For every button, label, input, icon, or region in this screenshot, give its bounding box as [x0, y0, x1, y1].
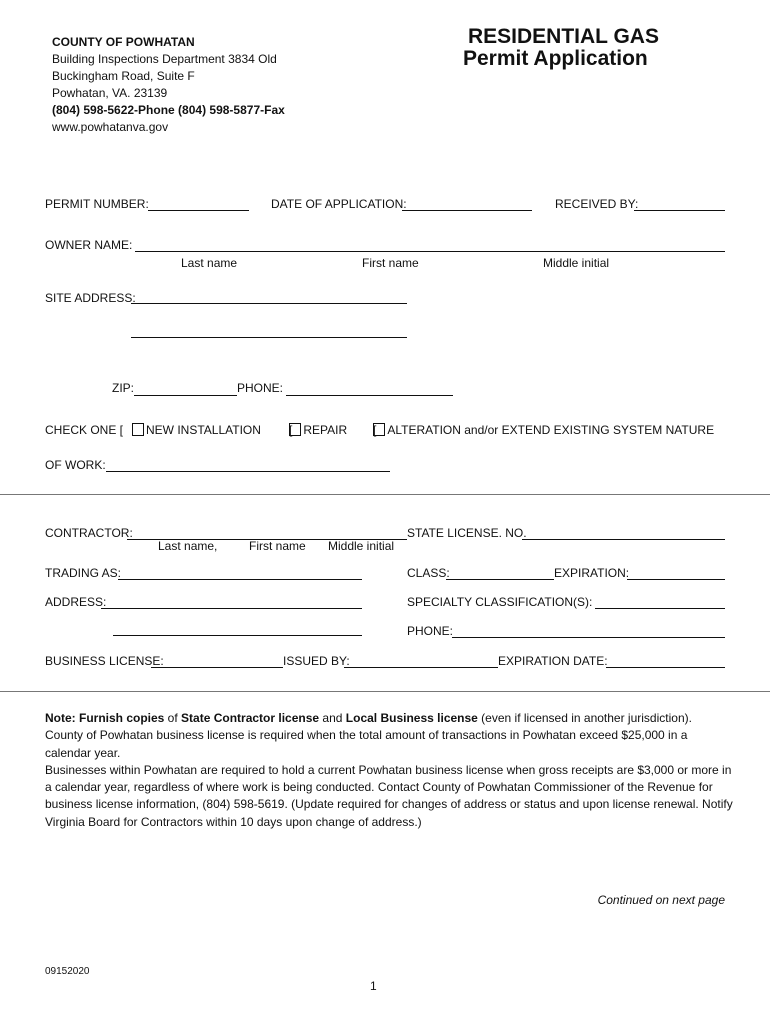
trading-as-label: TRADING AS:	[45, 566, 122, 580]
permit-number-field[interactable]	[148, 210, 249, 211]
contractor-last-name-caption: Last name,	[158, 539, 218, 553]
section-divider-1	[0, 494, 770, 495]
site-address-label: SITE ADDRESS:	[45, 291, 136, 305]
contractor-phone-label: PHONE:	[407, 624, 454, 638]
contractor-label: CONTRACTOR:	[45, 526, 133, 540]
business-license-label: BUSINESS LICENSE:	[45, 654, 164, 668]
expiration-date-field[interactable]	[606, 667, 725, 668]
new-installation-checkbox[interactable]	[132, 423, 144, 436]
county-address-block	[52, 34, 285, 136]
continued-note: Continued on next page	[597, 893, 725, 907]
alteration-label: ALTERATION and/or EXTEND EXISTING SYSTEM NATURE	[387, 423, 715, 437]
owner-middle-initial-caption: Middle initial	[543, 256, 610, 270]
contractor-address-field-2[interactable]	[113, 635, 362, 636]
issued-by-field[interactable]	[344, 667, 498, 668]
date-of-application-field[interactable]	[402, 210, 532, 211]
owner-first-name-caption: First name	[362, 256, 419, 270]
site-address-field-1[interactable]	[131, 303, 407, 304]
site-address-field-2[interactable]	[131, 337, 407, 338]
class-field[interactable]	[446, 579, 554, 580]
dept-line-2: Buckingham Road, Suite F	[52, 69, 195, 83]
form-title-line-1: RESIDENTIAL GAS	[468, 25, 659, 48]
owner-last-name-caption: Last name	[181, 256, 238, 270]
note-label: Note: Furnish copies	[45, 711, 165, 725]
note-state-license: State Contractor license	[181, 711, 320, 725]
bracket-open-icon: [	[373, 423, 377, 437]
contractor-address-field-1[interactable]	[101, 608, 362, 609]
section-divider-2	[0, 691, 770, 692]
repair-option[interactable]	[289, 423, 347, 437]
owner-name-field[interactable]	[135, 251, 725, 252]
alteration-checkbox[interactable]	[373, 423, 385, 436]
alteration-option[interactable]	[373, 423, 714, 437]
contractor-first-name-caption: First name	[249, 539, 306, 553]
note-block	[45, 710, 735, 831]
nature-of-work-field[interactable]	[106, 471, 390, 472]
contractor-middle-initial-caption: Middle initial	[328, 539, 395, 553]
issued-by-label: ISSUED BY:	[283, 654, 350, 668]
note-rest-1: (even if licensed in another jurisdiction).	[477, 711, 692, 725]
state-license-field[interactable]	[522, 539, 725, 540]
form-title-line-2: Permit Application	[463, 47, 648, 70]
check-one-label: CHECK ONE [	[45, 423, 124, 437]
received-by-field[interactable]	[634, 210, 725, 211]
note-and: and	[319, 711, 346, 725]
note-local-license: Local Business license	[345, 711, 478, 725]
website: www.powhatanva.gov	[52, 120, 169, 134]
phone-label: PHONE:	[237, 381, 284, 395]
trading-as-field[interactable]	[118, 579, 362, 580]
repair-label: REPAIR	[303, 423, 348, 437]
zip-field[interactable]	[134, 395, 237, 396]
city-line: Powhatan, VA. 23139	[52, 86, 168, 100]
new-installation-label: NEW INSTALLATION	[146, 423, 261, 437]
contractor-address-label: ADDRESS:	[45, 595, 107, 609]
owner-name-label: OWNER NAME:	[45, 238, 133, 252]
dept-line-1: Building Inspections Department 3834 Old	[52, 52, 277, 66]
new-installation-option[interactable]	[131, 423, 261, 437]
state-license-label: STATE LICENSE. NO.	[407, 526, 527, 540]
business-license-field[interactable]	[151, 667, 283, 668]
received-by-label: RECEIVED BY:	[555, 197, 639, 211]
expiration-date-label: EXPIRATION DATE:	[498, 654, 608, 668]
class-label: CLASS:	[407, 566, 450, 580]
page-number: 1	[370, 979, 377, 993]
expiration-field[interactable]	[627, 579, 725, 580]
note-line-1	[45, 710, 735, 727]
date-of-application-label: DATE OF APPLICATION:	[271, 197, 407, 211]
specialty-classification-field[interactable]	[595, 608, 725, 609]
permit-number-label: PERMIT NUMBER:	[45, 197, 149, 211]
note-line-2: County of Powhatan business license is required when the total amount of transactions in Powhatan exceed $25,000 in a calendar year.	[45, 728, 688, 760]
expiration-label: EXPIRATION:	[554, 566, 630, 580]
of-work-label: OF WORK:	[45, 458, 106, 472]
check-one-row	[45, 423, 123, 437]
repair-checkbox[interactable]	[289, 423, 301, 436]
bracket-open-icon: [	[289, 423, 293, 437]
contractor-phone-field[interactable]	[452, 637, 725, 638]
county-name: COUNTY OF POWHATAN	[52, 35, 195, 49]
note-of: of	[164, 711, 182, 725]
phone-fax: (804) 598-5622-Phone (804) 598-5877-Fax	[52, 103, 285, 117]
form-code: 09152020	[45, 966, 90, 977]
zip-label: ZIP:	[112, 381, 135, 395]
note-line-3: Businesses within Powhatan are required to hold a current Powhatan business license when gross receipts are $3,000 or more in a calendar year, regardless of where work is being conducted. Contact County of Powhatan Commissioner of the Revenue for business license information, (804) 598-5619. (Update required for changes of address or status and upon license renewal. Notify Virginia Board for Contractors within 10 days upon change of address.)	[45, 762, 733, 829]
specialty-classification-label: SPECIALTY CLASSIFICATION(S):	[407, 595, 593, 609]
phone-field[interactable]	[286, 395, 453, 396]
